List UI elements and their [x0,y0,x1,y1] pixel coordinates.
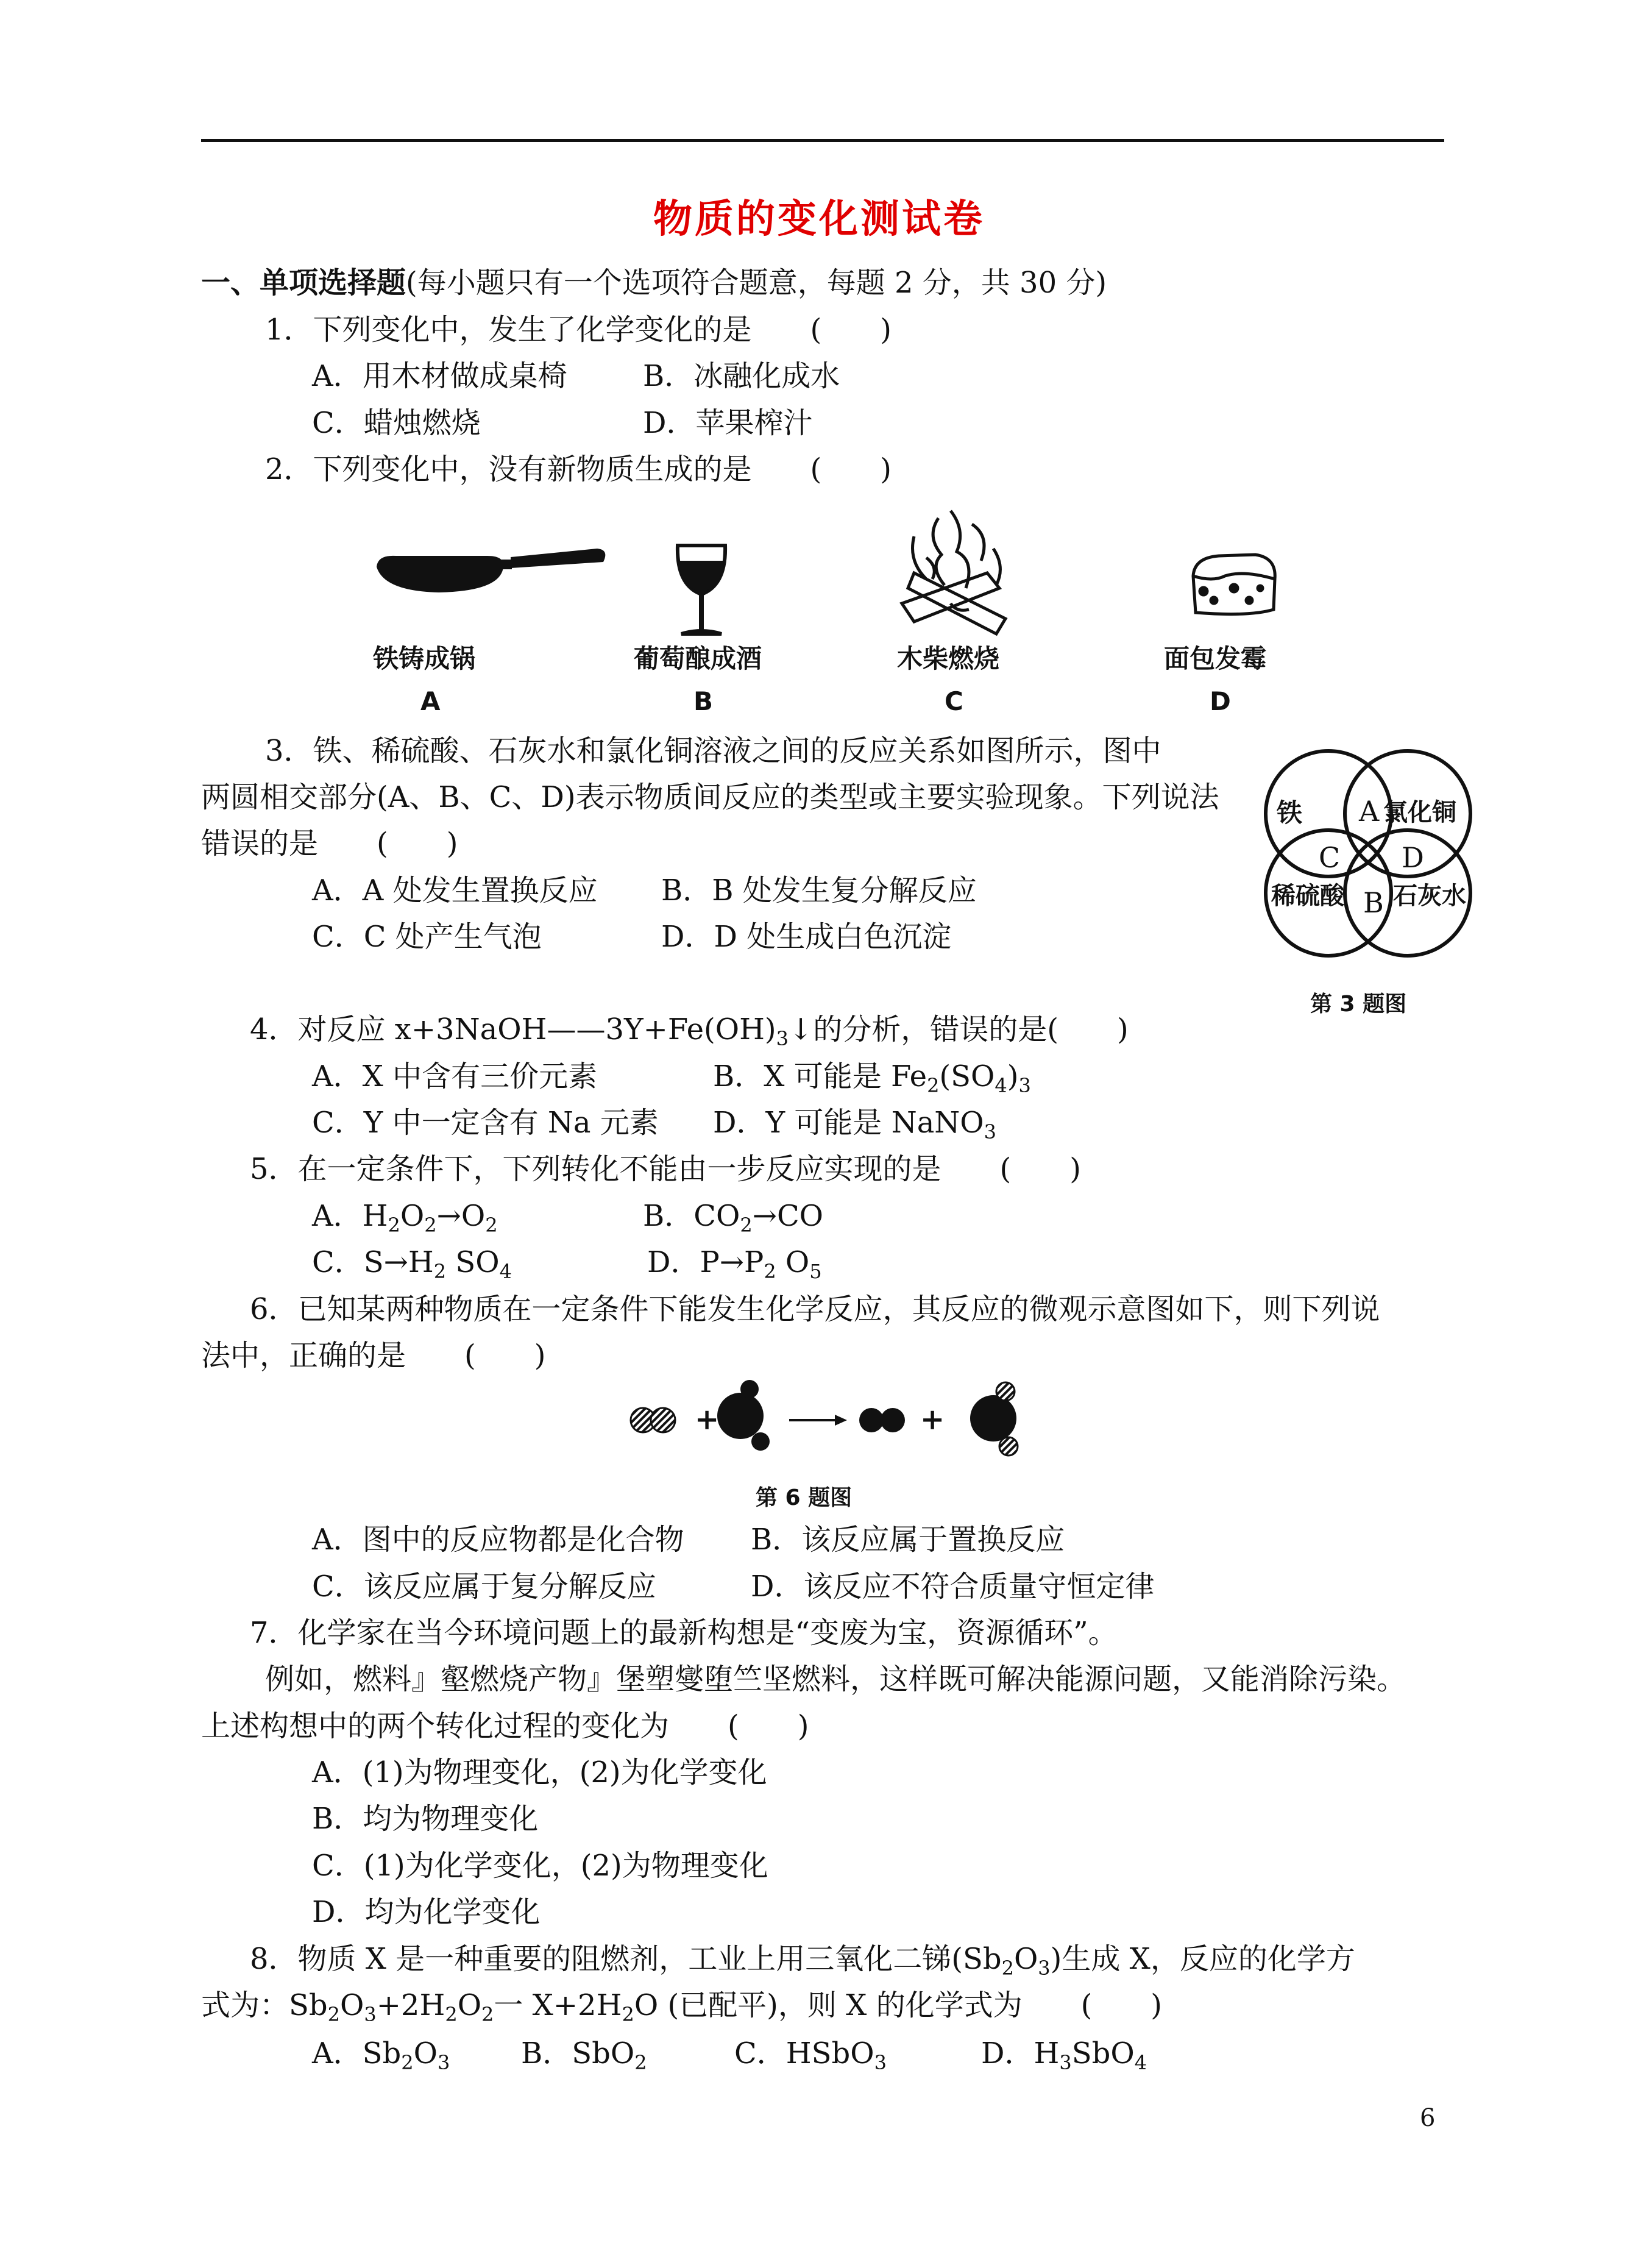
q8-line2-c: O [457,1988,482,2022]
q6-option-b: B．该反应属于置换反应 [751,1523,1065,1557]
q1-option-c: C．蜡烛燃烧 [312,406,481,440]
q7-option-a: A．(1)为物理变化，(2)为化学变化 [312,1755,767,1790]
q8-stem-line1 [250,1944,1355,1978]
reaction-arrow-icon [789,1415,847,1426]
venn-region-a: A [1359,795,1380,828]
q4-option-b-post: ) [1007,1059,1019,1093]
q1-stem: 1．下列变化中，发生了化学变化的是 ( ) [265,313,892,347]
q7-option-c: C．(1)为化学变化，(2)为物理变化 [312,1849,768,1883]
q4-option-b-pre: B．X 可能是 Fe [713,1059,927,1093]
q8-line1-mid: O [1013,1942,1038,1976]
q8-stem-line2 [201,1988,1163,2026]
q7-option-d: D．均为化学变化 [312,1895,541,1929]
q2-pic-label-a: 铁铸成锅 [373,644,476,674]
q5-option-a-s2: 2 [424,1214,437,1237]
q8-line2-s1: 2 [327,2003,340,2026]
q8-option-d-s1: 3 [1059,2051,1072,2074]
q3-option-d: D．D 处生成白色沉淀 [661,920,952,954]
q5-option-a-pre: A．H [312,1199,388,1233]
q4-option-c: C．Y 中一定含有 Na 元素 [312,1106,659,1140]
q8-option-d-s2: 4 [1134,2051,1147,2074]
q8-option-a [312,2036,450,2074]
q2-pic-label-d: 面包发霉 [1164,644,1267,674]
venn-region-b: B [1363,886,1384,919]
q8-line2-s4: 2 [481,2003,494,2026]
q3-stem-line2: 两圆相交部分(A、B、C、D)表示物质间反应的类型或主要实验现象。下列说法 [201,780,1219,814]
q2-pic-label-b: 葡萄酿成酒 [634,644,762,674]
q5-option-a-s3: 2 [485,1214,498,1237]
q2-pic-letter-c: C [945,686,963,716]
q4-option-d-s1: 3 [984,1120,997,1143]
q3-figure-caption: 第 3 题图 [1310,992,1407,1017]
q8-option-a-mid: O [413,2036,438,2071]
q6-plus-sign-1: + [695,1402,720,1437]
q8-line2-post: 一 X+2H [494,1988,622,2022]
q1-option-b: B．冰融化成水 [643,359,840,393]
q4-option-d-pre: D．Y 可能是 NaNO [713,1106,984,1140]
venn-region-c: C [1319,841,1341,874]
q5-option-d [647,1245,822,1283]
q8-option-a-pre: A．Sb [312,2036,402,2071]
q8-line2-a: O [339,1988,364,2022]
q5-option-c [312,1245,512,1283]
q8-line2-s2: 3 [364,2003,377,2026]
section-heading-label: 一、单项选择题 [201,266,406,300]
molecule-black-pair [859,1408,905,1432]
q4-option-b [713,1059,1031,1097]
q8-option-d [981,2036,1147,2074]
q8-option-c [734,2036,887,2074]
q7-stem-line3: 上述构想中的两个转化过程的变化为 ( ) [201,1709,809,1743]
q2-stem: 2．下列变化中，没有新物质生成的是 ( ) [265,452,892,486]
q5-option-c-pre: C．S→H [312,1245,434,1279]
frying-pan-icon [377,549,605,592]
page-number: 6 [1420,2104,1436,2132]
q4-option-b-s2: 4 [994,1074,1007,1097]
q6-micro-diagram [615,1374,1042,1472]
q5-option-c-s2: 4 [499,1260,512,1283]
q4-option-b-mid: (SO [939,1059,995,1093]
q8-option-c-pre: C．HSbO [734,2036,874,2071]
q8-line2-s3: 2 [445,2003,458,2026]
q5-option-d-s1: 2 [764,1260,776,1283]
q8-option-b [521,2036,647,2074]
burning-wood-icon [902,511,1005,634]
q4-option-b-s3: 3 [1018,1074,1031,1097]
q2-pic-label-c: 木柴燃烧 [897,644,1000,674]
q6-plus-sign-2: + [920,1402,945,1437]
venn-label-sulfuric-acid: 稀硫酸 [1271,882,1344,910]
q6-option-d: D．该反应不符合质量守恒定律 [751,1569,1155,1604]
q5-option-d-mid: O [776,1245,810,1279]
q8-line1-post: )生成 X，反应的化学方 [1050,1942,1355,1976]
q6-stem-line1: 6．已知某两种物质在一定条件下能发生化学反应，其反应的微观示意图如下，则下列说 [250,1292,1380,1326]
venn-label-limewater: 石灰水 [1393,882,1466,910]
q5-option-a-mid: O [400,1199,425,1233]
q2-pic-letter-d: D [1210,686,1231,716]
q4-stem [250,1012,1129,1050]
q5-option-d-pre: D．P→P [647,1245,764,1279]
q2-pic-letter-b: B [693,686,714,716]
q3-stem-line3: 错误的是 ( ) [201,827,458,861]
q3-option-c: C．C 处产生气泡 [312,920,542,954]
q5-option-b-s1: 2 [740,1214,753,1237]
section-note: (每小题只有一个选项符合题意，每题 2 分，共 30 分) [406,266,1107,300]
q7-stem-line1: 7．化学家在当今环境问题上的最新构想是“变废为宝，资源循环”。 [250,1616,1118,1650]
q4-stem-pre: 4．对反应 x+3NaOH——3Y+Fe(OH) [250,1012,776,1047]
q5-stem: 5．在一定条件下，下列转化不能由一步反应实现的是 ( ) [250,1152,1081,1186]
moldy-bread-icon [1193,555,1275,614]
q5-option-a-s1: 2 [388,1214,400,1237]
venn-label-iron: 铁 [1277,798,1303,828]
q5-option-d-s2: 5 [809,1260,822,1283]
q3-option-b: B．B 处发生复分解反应 [661,873,977,908]
molecule-large-with-small-atoms [717,1380,770,1451]
q5-option-a [312,1201,498,1235]
venn-label-copper-chloride: 氯化铜 [1383,798,1456,827]
q8-line2-pre: 式为：Sb [201,1988,328,2022]
q6-figure-caption: 第 6 题图 [756,1485,853,1510]
venn-region-d: D [1402,841,1424,874]
q8-option-a-s2: 3 [438,2051,450,2074]
q3-option-a: A．A 处发生置换反应 [312,873,598,908]
q5-option-c-s1: 2 [433,1260,447,1283]
molecule-large-with-hatched-atoms [970,1382,1018,1456]
q6-option-c: C．该反应属于复分解反应 [312,1569,656,1604]
page-title: 物质的变化测试卷 [653,196,985,242]
q8-option-c-s1: 3 [874,2051,887,2074]
q1-option-a: A．用木材做成桌椅 [312,359,567,393]
q8-line2-end: O (已配平)，则 X 的化学式为 ( ) [634,1988,1163,2022]
q5-option-b-post: →CO [752,1199,824,1233]
q4-option-b-s1: 2 [927,1074,940,1097]
q8-line1-pre: 8．物质 X 是一种重要的阻燃剂，工业上用三氧化二锑(Sb [250,1942,1002,1976]
q8-option-d-pre: D．H [981,2036,1060,2071]
q6-stem-line2: 法中，正确的是 ( ) [201,1338,546,1373]
q8-line2-s5: 2 [622,2003,634,2026]
q4-stem-post: ↓的分析，错误的是( ) [789,1012,1129,1047]
q1-option-d: D．苹果榨汁 [643,406,813,440]
q8-line1-s2: 3 [1038,1957,1051,1980]
q6-option-a: A．图中的反应物都是化合物 [312,1523,684,1557]
q7-stem-line2: 例如，燃料』壑燃烧产物』堡塑燮堕竺坚燃料，这样既可解决能源问题，又能消除污染。 [265,1662,1406,1696]
q4-option-d [713,1108,996,1142]
q8-option-b-pre: B．SbO [521,2036,635,2071]
q8-option-a-s1: 2 [401,2051,414,2074]
q5-option-b-pre: B．CO [643,1199,740,1233]
q4-option-a: A．X 中含有三价元素 [312,1059,598,1093]
q8-option-b-s1: 2 [634,2051,647,2074]
q2-pic-letter-a: A [420,686,441,716]
q7-option-b: B．均为物理变化 [312,1802,539,1836]
q5-option-a-arrow: →O [436,1199,486,1233]
q8-option-d-mid: SbO [1071,2036,1135,2071]
q8-line1-s1: 2 [1001,1957,1014,1980]
molecule-hatched-pair [631,1408,675,1432]
wine-glass-icon [678,546,725,634]
q5-option-b [643,1201,823,1235]
q5-option-c-mid: SO [446,1245,500,1279]
q4-stem-sub: 3 [776,1027,789,1050]
q8-line2-b: +2H [376,1988,445,2022]
q3-stem-line1: 3．铁、稀硫酸、石灰水和氯化铜溶液之间的反应关系如图所示，图中 [265,734,1161,768]
